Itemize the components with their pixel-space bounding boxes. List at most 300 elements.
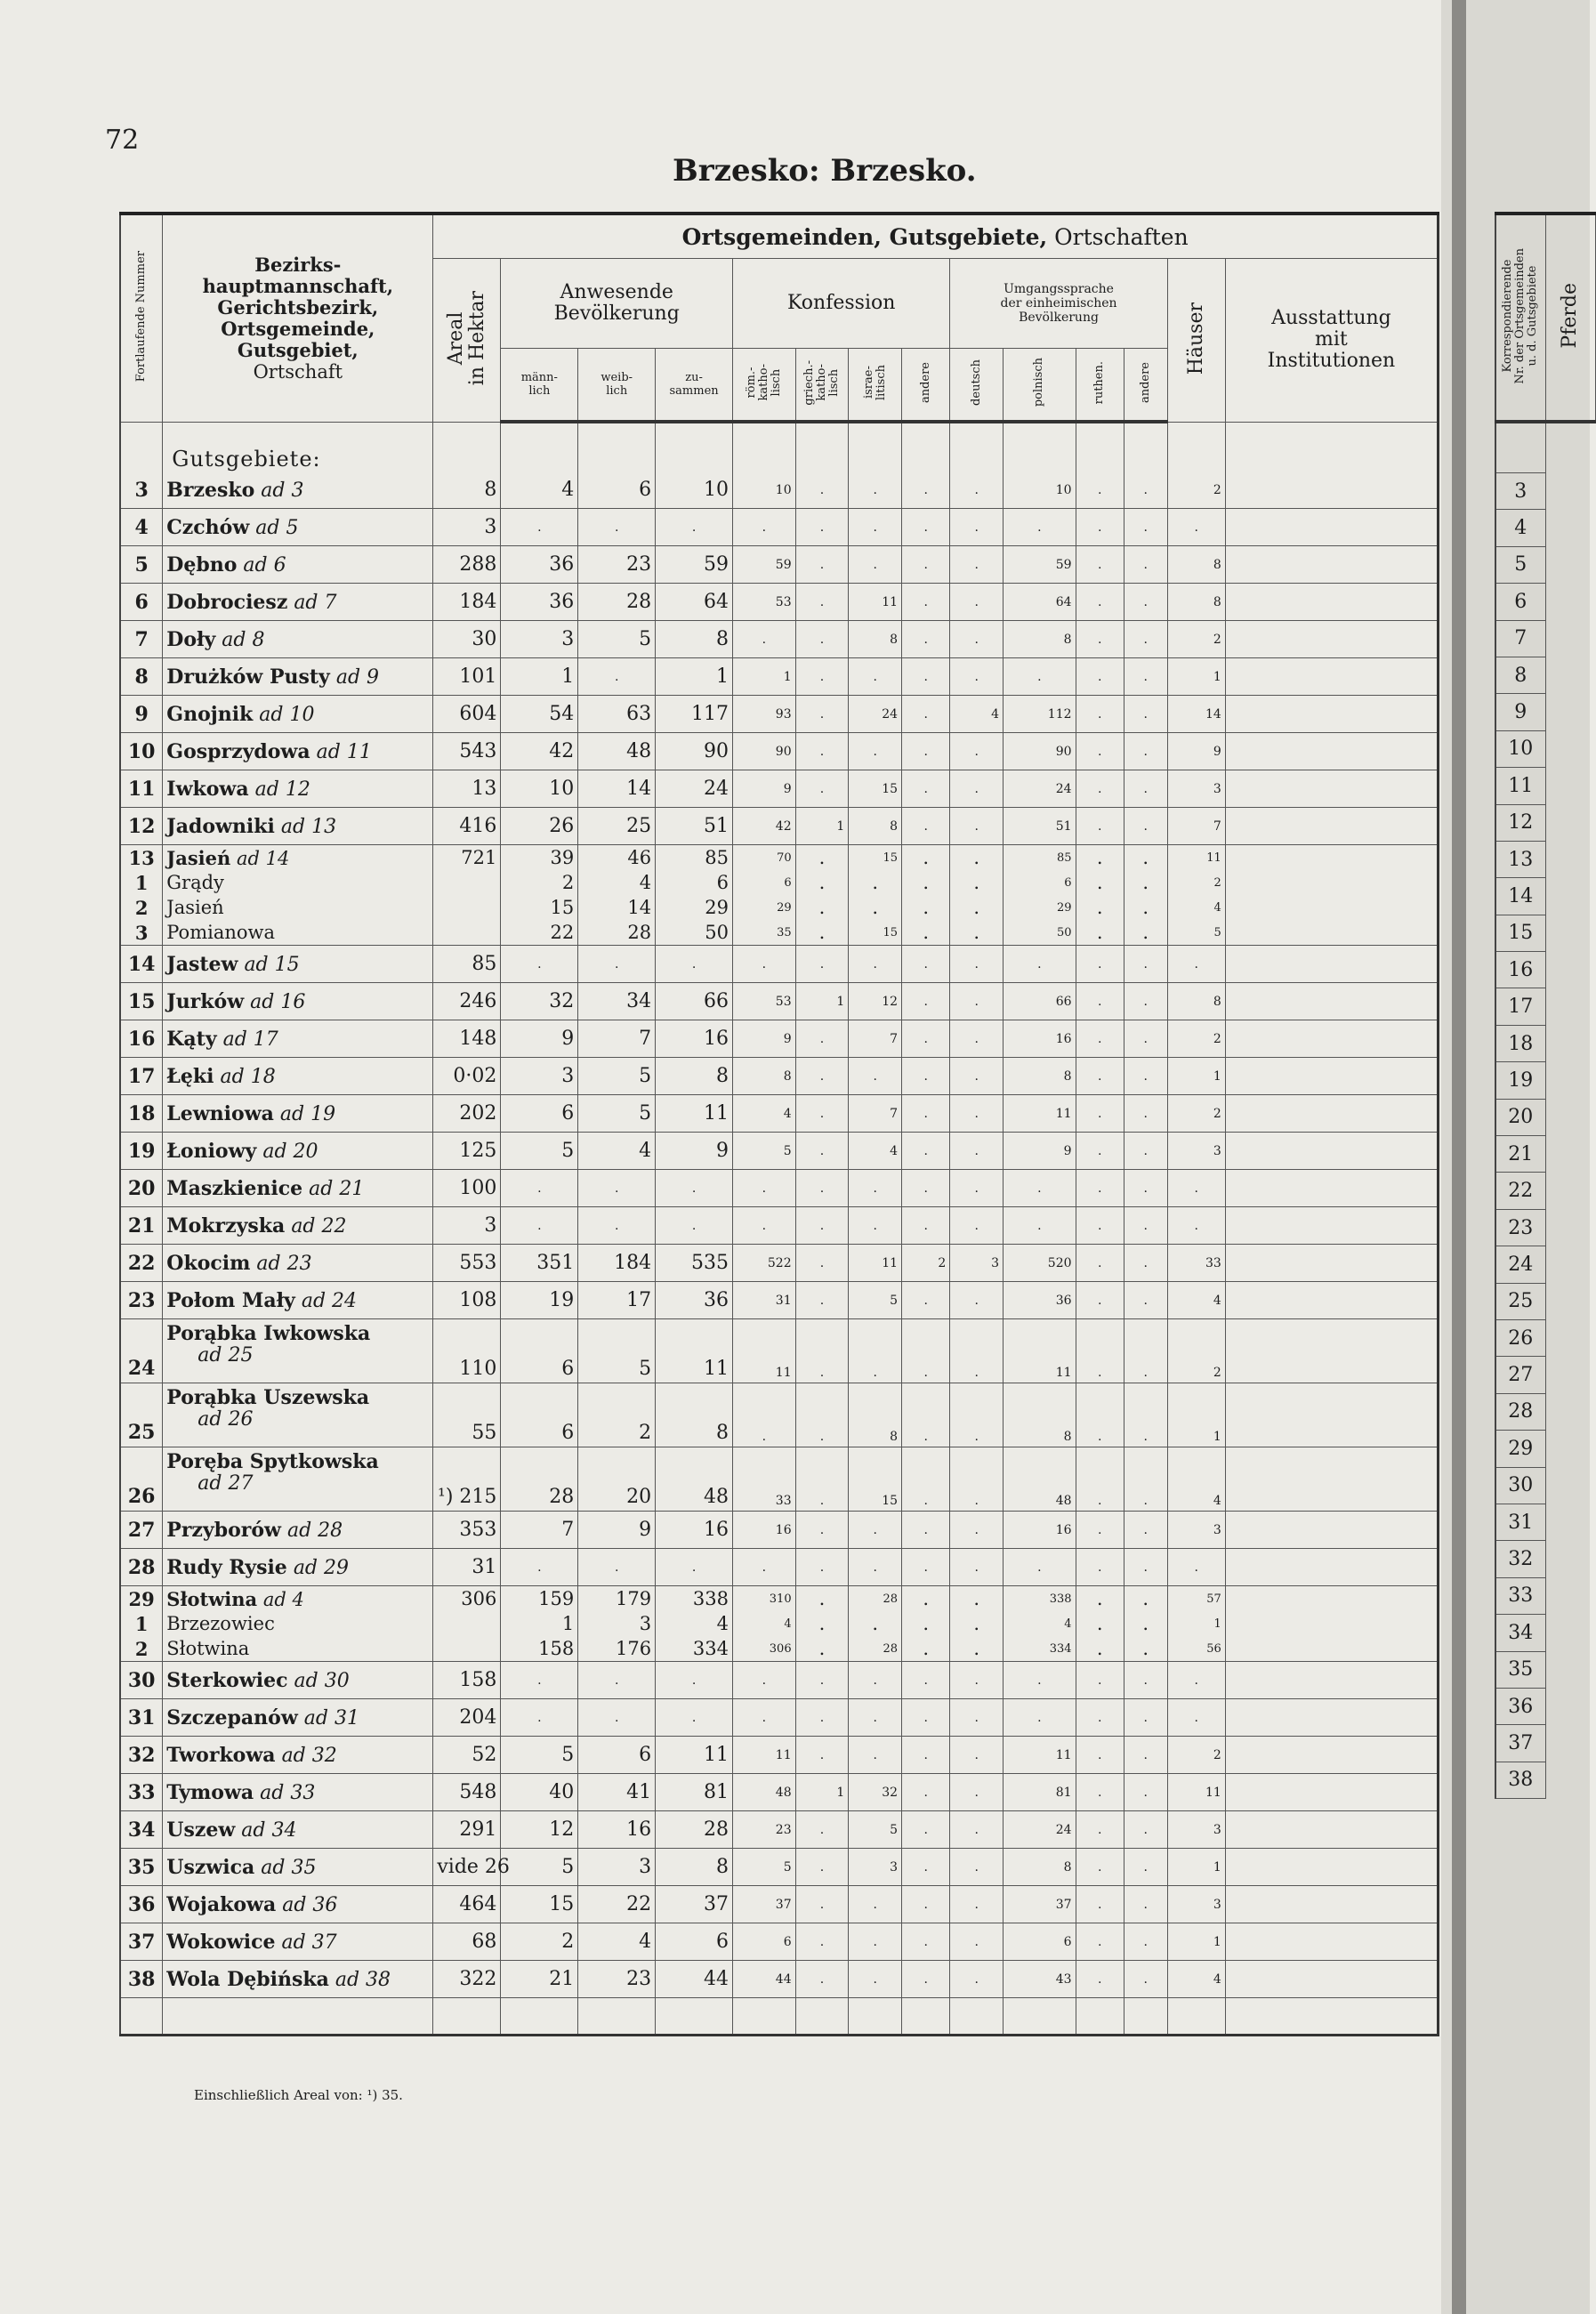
cell-gk: . bbox=[795, 1020, 849, 1058]
cell-ausstattung bbox=[1225, 1512, 1438, 1549]
cell-isr: . bbox=[849, 1699, 902, 1737]
cell-ausstattung bbox=[1225, 1020, 1438, 1058]
cell-ausstattung bbox=[1225, 658, 1438, 696]
cell-and: . bbox=[902, 1095, 950, 1133]
cell-ausstattung bbox=[1225, 770, 1438, 808]
cell-w: 5 bbox=[578, 1095, 656, 1133]
place-name: Sterkowiec bbox=[166, 1668, 288, 1692]
table-row bbox=[120, 1319, 1439, 1383]
side-pferde-cell bbox=[1545, 1283, 1595, 1319]
cell-z: . bbox=[656, 1170, 733, 1207]
side-pferde-cell bbox=[1545, 1025, 1595, 1061]
table-row bbox=[120, 1699, 1439, 1737]
table-bottom-gap bbox=[120, 1998, 1439, 2036]
side-pferde-cell bbox=[1545, 768, 1595, 804]
cell-de: . bbox=[950, 621, 1004, 658]
row-number: 20 bbox=[120, 1170, 163, 1207]
side-row bbox=[1495, 1651, 1595, 1688]
cell-m: 9 bbox=[501, 1020, 578, 1058]
cell-de: . bbox=[950, 1961, 1004, 1998]
cell-rk: 53 bbox=[733, 584, 796, 621]
cell-gk: . bbox=[795, 1170, 849, 1207]
row-number: 11 bbox=[120, 770, 163, 808]
cell-h: . bbox=[1167, 509, 1225, 546]
cell-areal: 158 bbox=[433, 1662, 501, 1699]
row-number: 32 bbox=[120, 1737, 163, 1774]
cell-de: . bbox=[950, 1447, 1004, 1512]
place-name-cell bbox=[163, 1282, 433, 1319]
cell-pl: 11 bbox=[1004, 1319, 1076, 1383]
cell-de: . bbox=[950, 1699, 1004, 1737]
side-corr-number: 33 bbox=[1495, 1577, 1545, 1614]
cell-and: . bbox=[902, 870, 950, 895]
cell-z: 6 bbox=[656, 870, 733, 895]
cell-de: . bbox=[950, 1207, 1004, 1245]
place-ad-ref: ad 16 bbox=[250, 990, 306, 1013]
cell-isr: 15 bbox=[849, 1447, 902, 1512]
cell-gk: . bbox=[795, 1512, 849, 1549]
cell-h: 3 bbox=[1167, 1811, 1225, 1849]
side-pferde-cell bbox=[1545, 1173, 1595, 1209]
place-name-cell bbox=[163, 472, 433, 509]
place-name: Tworkowa bbox=[166, 1743, 276, 1767]
cell-z: . bbox=[656, 1699, 733, 1737]
cell-z: 1 bbox=[656, 658, 733, 696]
cell-de: . bbox=[950, 1636, 1004, 1662]
cell-pl: 8 bbox=[1004, 621, 1076, 658]
cell-m: . bbox=[501, 1699, 578, 1737]
side-pferde-cell bbox=[1545, 1209, 1595, 1246]
table-row bbox=[120, 1737, 1439, 1774]
cell-h: 57 bbox=[1167, 1586, 1225, 1612]
cell-and: . bbox=[902, 1133, 950, 1170]
cell-w: 5 bbox=[578, 1319, 656, 1383]
place-name-cell bbox=[163, 1811, 433, 1849]
cell-m: 6 bbox=[501, 1319, 578, 1383]
cell-ru: . bbox=[1076, 696, 1124, 733]
side-corr-number: 22 bbox=[1495, 1173, 1545, 1209]
side-corr-number: 35 bbox=[1495, 1651, 1545, 1688]
cell-w: 4 bbox=[578, 1133, 656, 1170]
cell-h: . bbox=[1167, 946, 1225, 983]
cell-z: 81 bbox=[656, 1774, 733, 1811]
side-row bbox=[1495, 878, 1595, 915]
cell-la: . bbox=[1124, 1319, 1167, 1383]
side-corr-number: 26 bbox=[1495, 1319, 1545, 1356]
table-row bbox=[120, 1586, 1439, 1612]
cell-la: . bbox=[1124, 845, 1167, 871]
cell-m: 159 bbox=[501, 1586, 578, 1612]
cell-z: 8 bbox=[656, 1849, 733, 1886]
side-pferde-cell bbox=[1545, 1431, 1595, 1467]
cell-de: . bbox=[950, 808, 1004, 845]
cell-la: . bbox=[1124, 1737, 1167, 1774]
side-corr-number: 31 bbox=[1495, 1504, 1545, 1540]
cell-and: . bbox=[902, 1811, 950, 1849]
place-name: Mokrzyska bbox=[166, 1213, 286, 1238]
place-name-cell bbox=[163, 770, 433, 808]
table-row bbox=[120, 808, 1439, 845]
side-corr-number: 12 bbox=[1495, 804, 1545, 841]
cell-h: 1 bbox=[1167, 1058, 1225, 1095]
cell-gk: . bbox=[795, 1383, 849, 1447]
cell-de: . bbox=[950, 870, 1004, 895]
cell-w: 63 bbox=[578, 696, 656, 733]
cell-isr: . bbox=[849, 1058, 902, 1095]
cell-ru: . bbox=[1076, 1961, 1124, 1998]
cell-rk: 10 bbox=[733, 472, 796, 509]
cell-pl: 11 bbox=[1004, 1095, 1076, 1133]
row-number: 4 bbox=[120, 509, 163, 546]
place-name-cell bbox=[163, 1447, 433, 1512]
place-ad-ref: ad 32 bbox=[281, 1744, 337, 1767]
place-name: Rudy Rysie bbox=[166, 1555, 287, 1579]
cell-and: . bbox=[902, 1020, 950, 1058]
cell-m: 21 bbox=[501, 1961, 578, 1998]
cell-rk: 70 bbox=[733, 845, 796, 871]
cell-m: 12 bbox=[501, 1811, 578, 1849]
cell-isr: 11 bbox=[849, 1245, 902, 1282]
side-corr-number: 10 bbox=[1495, 730, 1545, 767]
cell-ru: . bbox=[1076, 1319, 1124, 1383]
table-row bbox=[120, 546, 1439, 584]
place-name: Jadowniki bbox=[166, 814, 275, 838]
section-label: Gutsgebiete: bbox=[163, 422, 433, 472]
cell-z: 28 bbox=[656, 1811, 733, 1849]
cell-and: . bbox=[902, 895, 950, 920]
row-number: 23 bbox=[120, 1282, 163, 1319]
cell-gk: . bbox=[795, 946, 849, 983]
cell-ausstattung bbox=[1225, 920, 1438, 946]
place-name: Tymowa bbox=[166, 1780, 254, 1804]
cell-gk: 1 bbox=[795, 1774, 849, 1811]
place-name: Łoniowy bbox=[166, 1139, 257, 1163]
cell-la: . bbox=[1124, 920, 1167, 946]
cell-isr: 3 bbox=[849, 1849, 902, 1886]
cell-ausstattung bbox=[1225, 1586, 1438, 1612]
cell-ru: . bbox=[1076, 1245, 1124, 1282]
cell-m: . bbox=[501, 509, 578, 546]
cell-ausstattung bbox=[1225, 845, 1438, 871]
cell-areal: 68 bbox=[433, 1923, 501, 1961]
row-number: 6 bbox=[120, 584, 163, 621]
cell-de: . bbox=[950, 658, 1004, 696]
side-pferde-cell bbox=[1545, 1651, 1595, 1688]
place-name-cell bbox=[163, 1512, 433, 1549]
place-name: Drużków Pusty bbox=[166, 665, 330, 689]
side-corr-number: 19 bbox=[1495, 1062, 1545, 1099]
page-title: Brzesko: Brzesko. bbox=[673, 153, 977, 189]
cell-la: . bbox=[1124, 1207, 1167, 1245]
side-corr-number: 11 bbox=[1495, 768, 1545, 804]
cell-z: 50 bbox=[656, 920, 733, 946]
cell-ru: . bbox=[1076, 1923, 1124, 1961]
sub-row bbox=[120, 870, 1439, 895]
cell-la: . bbox=[1124, 584, 1167, 621]
cell-ru: . bbox=[1076, 1636, 1124, 1662]
side-row bbox=[1495, 1357, 1595, 1393]
cell-la: . bbox=[1124, 1774, 1167, 1811]
cell-h: 8 bbox=[1167, 584, 1225, 621]
cell-gk: . bbox=[795, 1058, 849, 1095]
side-row bbox=[1495, 1062, 1595, 1099]
cell-gk: . bbox=[795, 1447, 849, 1512]
cell-z: 9 bbox=[656, 1133, 733, 1170]
side-pferde-cell bbox=[1545, 952, 1595, 988]
table-row bbox=[120, 1383, 1439, 1447]
place-ad-ref: ad 8 bbox=[222, 628, 265, 651]
cell-de: . bbox=[950, 1886, 1004, 1923]
cell-isr: . bbox=[849, 546, 902, 584]
cell-ausstattung bbox=[1225, 1170, 1438, 1207]
place-ad-ref: ad 31 bbox=[303, 1706, 359, 1729]
place-name-cell bbox=[163, 733, 433, 770]
place-ad-ref: ad 37 bbox=[281, 1931, 337, 1954]
cell-gk: . bbox=[795, 509, 849, 546]
cell-ausstattung bbox=[1225, 1737, 1438, 1774]
side-row bbox=[1495, 546, 1595, 583]
cell-ru: . bbox=[1076, 920, 1124, 946]
cell-gk: . bbox=[795, 1245, 849, 1282]
sub-place-name: Pomianowa bbox=[163, 920, 433, 946]
cell-h: 1 bbox=[1167, 1611, 1225, 1636]
cell-la: . bbox=[1124, 1133, 1167, 1170]
table-row bbox=[120, 1811, 1439, 1849]
side-pferde-cell bbox=[1545, 1467, 1595, 1504]
cell-areal: 31 bbox=[433, 1549, 501, 1586]
cell-w: 22 bbox=[578, 1886, 656, 1923]
cell-ru: . bbox=[1076, 1662, 1124, 1699]
place-name: Gnojnik bbox=[166, 702, 254, 726]
cell-gk: . bbox=[795, 895, 849, 920]
cell-de: . bbox=[950, 472, 1004, 509]
cell-gk: . bbox=[795, 920, 849, 946]
cell-pl: 112 bbox=[1004, 696, 1076, 733]
cell-la: . bbox=[1124, 1961, 1167, 1998]
cell-de: . bbox=[950, 1383, 1004, 1447]
row-number: 3 bbox=[120, 472, 163, 509]
cell-areal bbox=[433, 870, 501, 895]
cell-isr: 15 bbox=[849, 845, 902, 871]
side-row bbox=[1495, 1136, 1595, 1173]
cell-m: . bbox=[501, 946, 578, 983]
cell-la: . bbox=[1124, 733, 1167, 770]
cell-w: 9 bbox=[578, 1512, 656, 1549]
cell-isr: 15 bbox=[849, 770, 902, 808]
cell-isr: 28 bbox=[849, 1636, 902, 1662]
cell-rk: . bbox=[733, 1383, 796, 1447]
header-pferde: Pferde bbox=[1545, 214, 1595, 422]
side-row bbox=[1495, 694, 1595, 730]
place-name-cell bbox=[163, 1549, 433, 1586]
side-pferde-cell bbox=[1545, 1099, 1595, 1135]
cell-m: 40 bbox=[501, 1774, 578, 1811]
sub-row-number: 2 bbox=[120, 895, 163, 920]
cell-w: 41 bbox=[578, 1774, 656, 1811]
side-corr-number: 8 bbox=[1495, 657, 1545, 693]
sub-row-number: 2 bbox=[120, 1636, 163, 1662]
cell-de: . bbox=[950, 1095, 1004, 1133]
table-row bbox=[120, 845, 1439, 871]
header-nummer: Fortlaufende Nummer bbox=[120, 214, 163, 422]
cell-z: 24 bbox=[656, 770, 733, 808]
cell-isr: . bbox=[849, 1737, 902, 1774]
cell-rk: 306 bbox=[733, 1636, 796, 1662]
table-row bbox=[120, 1512, 1439, 1549]
cell-h: 4 bbox=[1167, 1282, 1225, 1319]
cell-pl: 90 bbox=[1004, 733, 1076, 770]
cell-de: . bbox=[950, 1811, 1004, 1849]
table-row bbox=[120, 1549, 1439, 1586]
side-corr-number: 30 bbox=[1495, 1467, 1545, 1504]
cell-w: . bbox=[578, 1662, 656, 1699]
cell-m: 36 bbox=[501, 584, 578, 621]
cell-w: 179 bbox=[578, 1586, 656, 1612]
cell-ru: . bbox=[1076, 621, 1124, 658]
cell-w: . bbox=[578, 1207, 656, 1245]
cell-areal: 604 bbox=[433, 696, 501, 733]
cell-gk: 1 bbox=[795, 983, 849, 1020]
cell-la: . bbox=[1124, 1383, 1167, 1447]
cell-isr: 11 bbox=[849, 584, 902, 621]
cell-m: 5 bbox=[501, 1849, 578, 1886]
header-deutsch: deutsch bbox=[950, 349, 1004, 423]
header-ruthen: ruthen. bbox=[1076, 349, 1124, 423]
row-number: 24 bbox=[120, 1319, 163, 1383]
side-row bbox=[1495, 841, 1595, 877]
sub-row bbox=[120, 895, 1439, 920]
cell-z: 4 bbox=[656, 1611, 733, 1636]
cell-rk: 11 bbox=[733, 1737, 796, 1774]
row-number: 19 bbox=[120, 1133, 163, 1170]
place-name-cell bbox=[163, 546, 433, 584]
cell-la: . bbox=[1124, 696, 1167, 733]
cell-m: 32 bbox=[501, 983, 578, 1020]
row-number: 36 bbox=[120, 1886, 163, 1923]
cell-la: . bbox=[1124, 658, 1167, 696]
cell-ru: . bbox=[1076, 1549, 1124, 1586]
cell-m: 351 bbox=[501, 1245, 578, 1282]
side-corr-number: 6 bbox=[1495, 584, 1545, 620]
cell-pl: 520 bbox=[1004, 1245, 1076, 1282]
cell-ausstattung bbox=[1225, 1282, 1438, 1319]
cell-gk: . bbox=[795, 546, 849, 584]
cell-z: 44 bbox=[656, 1961, 733, 1998]
side-pferde-cell bbox=[1545, 988, 1595, 1025]
cell-rk: 33 bbox=[733, 1447, 796, 1512]
cell-m: 7 bbox=[501, 1512, 578, 1549]
side-pferde-cell bbox=[1545, 1246, 1595, 1283]
place-name: Gosprzydowa bbox=[166, 739, 310, 763]
side-row bbox=[1495, 1246, 1595, 1283]
place-name: Iwkowa bbox=[166, 777, 249, 801]
place-ad-ref: ad 19 bbox=[279, 1102, 336, 1125]
sub-place-name: Grądy bbox=[163, 870, 433, 895]
cell-la: . bbox=[1124, 546, 1167, 584]
sub-row bbox=[120, 1611, 1439, 1636]
cell-rk: 4 bbox=[733, 1611, 796, 1636]
page-number: 72 bbox=[105, 125, 140, 156]
cell-h: . bbox=[1167, 1207, 1225, 1245]
cell-de: . bbox=[950, 1611, 1004, 1636]
cell-la: . bbox=[1124, 770, 1167, 808]
place-name-cell bbox=[163, 946, 433, 983]
side-row bbox=[1495, 804, 1595, 841]
cell-m: 1 bbox=[501, 1611, 578, 1636]
side-row bbox=[1495, 1099, 1595, 1135]
place-name: Jurków bbox=[166, 989, 245, 1013]
header-bevoelkerung: Anwesende Bevölkerung bbox=[501, 259, 733, 349]
place-ad-ref: ad 35 bbox=[261, 1856, 317, 1879]
table-row bbox=[120, 1207, 1439, 1245]
cell-h: 8 bbox=[1167, 983, 1225, 1020]
cell-pl: 51 bbox=[1004, 808, 1076, 845]
cell-areal: 353 bbox=[433, 1512, 501, 1549]
cell-and: . bbox=[902, 1170, 950, 1207]
cell-la: . bbox=[1124, 1699, 1167, 1737]
cell-de: . bbox=[950, 1512, 1004, 1549]
cell-areal: 0·02 bbox=[433, 1058, 501, 1095]
cell-ausstattung bbox=[1225, 1611, 1438, 1636]
cell-z: 64 bbox=[656, 584, 733, 621]
cell-rk: 31 bbox=[733, 1282, 796, 1319]
cell-isr: . bbox=[849, 1512, 902, 1549]
sub-row-number: 3 bbox=[120, 920, 163, 946]
sub-row bbox=[120, 1636, 1439, 1662]
place-name: Porąbka Iwkowska bbox=[166, 1322, 371, 1345]
cell-and: . bbox=[902, 1586, 950, 1612]
cell-la: . bbox=[1124, 1170, 1167, 1207]
statistics-table bbox=[119, 212, 1439, 2036]
cell-ausstattung bbox=[1225, 1662, 1438, 1699]
side-row bbox=[1495, 473, 1595, 510]
cell-isr: 5 bbox=[849, 1811, 902, 1849]
cell-la: . bbox=[1124, 1549, 1167, 1586]
side-pferde-cell bbox=[1545, 804, 1595, 841]
cell-and: . bbox=[902, 920, 950, 946]
cell-ausstattung bbox=[1225, 733, 1438, 770]
cell-h: 33 bbox=[1167, 1245, 1225, 1282]
cell-la: . bbox=[1124, 1282, 1167, 1319]
sub-place-name: Jasień bbox=[163, 895, 433, 920]
cell-ausstattung bbox=[1225, 1923, 1438, 1961]
cell-rk: . bbox=[733, 1207, 796, 1245]
side-pferde-cell bbox=[1545, 915, 1595, 951]
cell-la: . bbox=[1124, 472, 1167, 509]
cell-rk: 42 bbox=[733, 808, 796, 845]
place-ad-ref: ad 17 bbox=[222, 1028, 278, 1051]
cell-la: . bbox=[1124, 1095, 1167, 1133]
place-name-cell bbox=[163, 1886, 433, 1923]
cell-m: 4 bbox=[501, 472, 578, 509]
cell-isr: . bbox=[849, 895, 902, 920]
side-pferde-cell bbox=[1545, 730, 1595, 767]
cell-pl: 24 bbox=[1004, 1811, 1076, 1849]
place-ad-ref: ad 4 bbox=[262, 1588, 304, 1610]
cell-isr: . bbox=[849, 509, 902, 546]
cell-pl: . bbox=[1004, 1170, 1076, 1207]
cell-areal: 85 bbox=[433, 946, 501, 983]
cell-gk: . bbox=[795, 1699, 849, 1737]
side-corr-number: 9 bbox=[1495, 694, 1545, 730]
place-name-cell bbox=[163, 808, 433, 845]
place-name: Kąty bbox=[166, 1027, 217, 1051]
header-weiblich: weib- lich bbox=[578, 349, 656, 423]
table-row bbox=[120, 1961, 1439, 1998]
cell-ru: . bbox=[1076, 1699, 1124, 1737]
cell-areal: 108 bbox=[433, 1282, 501, 1319]
header-polnisch: polnisch bbox=[1004, 349, 1076, 423]
